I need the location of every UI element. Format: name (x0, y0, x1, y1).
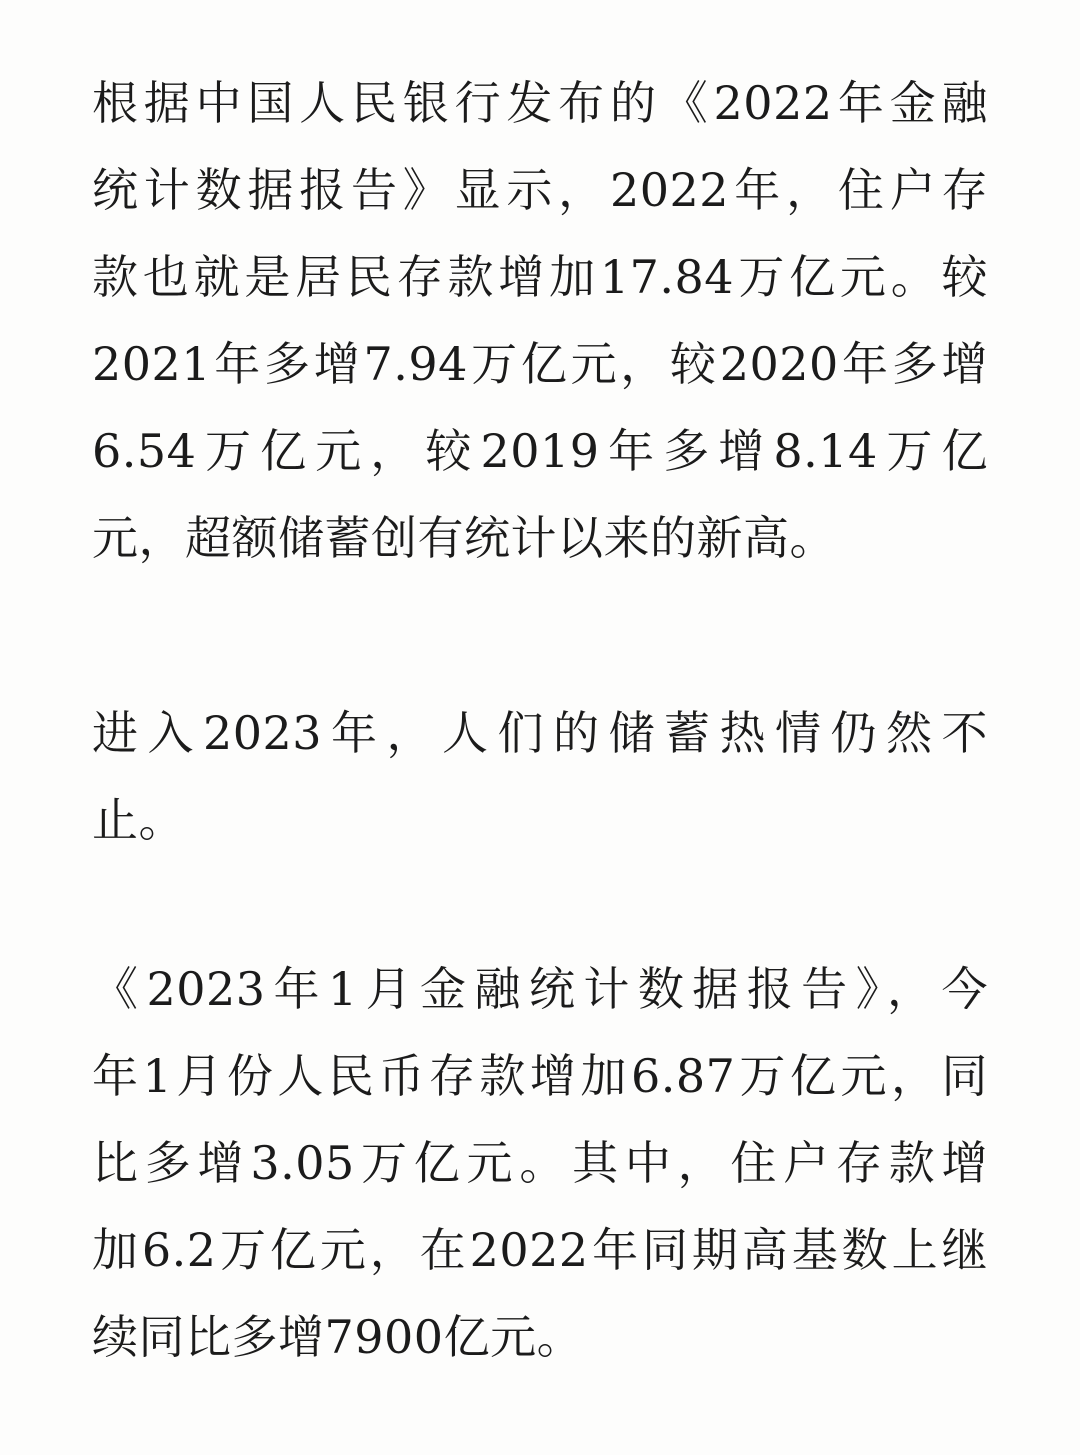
text-line: 统计数据报告》显示，2022年，住户存 (92, 163, 988, 217)
text-line: 元，超额储蓄创有统计以来的新高。 (92, 511, 836, 565)
text-line: 续同比多增7900亿元。 (92, 1310, 584, 1364)
paragraph-2023-intro (92, 690, 988, 864)
text-line: 根据中国人民银行发布的《2022年金融 (92, 76, 988, 130)
text-line: 进入2023年，人们的储蓄热情仍然不 (92, 706, 988, 760)
text-line: 2021年多增7.94万亿元，较2020年多增 (92, 337, 988, 391)
text-line: 加6.2万亿元，在2022年同期高基数上继 (92, 1223, 988, 1277)
paragraph-deposit-2022 (92, 60, 988, 582)
text-line: 6.54万亿元，较2019年多增8.14万亿 (92, 424, 988, 478)
text-line: 《2023年1月金融统计数据报告》，今 (92, 962, 988, 1016)
text-line: 止。 (92, 793, 185, 847)
text-line: 款也就是居民存款增加17.84万亿元。较 (92, 250, 988, 304)
text-line: 比多增3.05万亿元。其中，住户存款增 (92, 1136, 988, 1190)
text-line: 年1月份人民币存款增加6.87万亿元，同 (92, 1049, 988, 1103)
paragraph-jan-2023-report (92, 946, 988, 1381)
